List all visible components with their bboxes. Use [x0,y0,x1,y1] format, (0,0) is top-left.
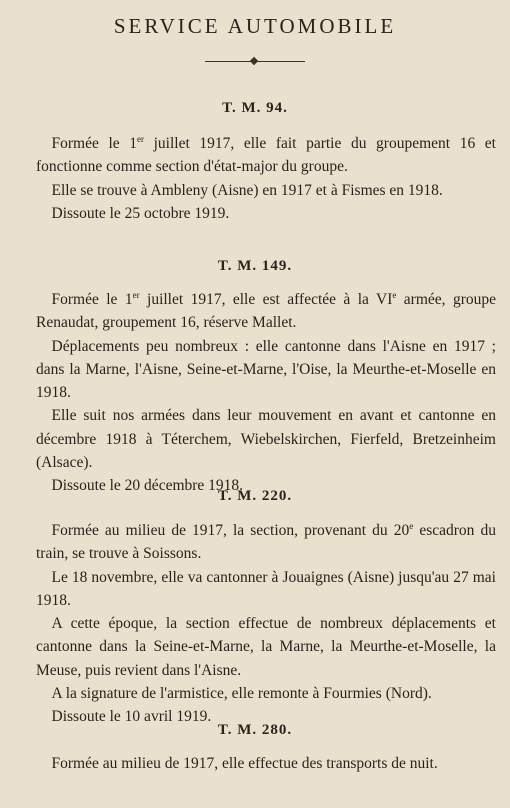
paragraph-text: Le 18 novembre, elle va cantonner à Jouaignes (Aisne) jusqu'au 27 mai 1918. [36,568,496,609]
paragraph-text: Déplacements peu nombreux : elle cantonne dans l'Aisne en 1917 ; dans la Marne, l'Aisne, Seine-et-Marne, l'Oise, la Meurthe-et-Moselle en 1918. [36,337,496,402]
section-tm94 [36,132,496,225]
paragraph [36,566,496,613]
paragraph-text: A la signature de l'armistice, elle remonte à Fourmies (Nord). [51,685,432,703]
paragraph-text: Formée le 1er juillet 1917, elle est affectée à la VIe armée, groupe Renaudat, groupement 16, réserve Mallet. [36,289,496,332]
page-header: SERVICE AUTOMOBILE [113,14,397,38]
rule-ornament [250,57,258,65]
section-tm220 [36,519,496,729]
section-tm149 [36,288,496,498]
paragraph [36,682,496,705]
paragraph-text: Formée au milieu de 1917, la section, provenant du 20e escadron du train, se trouve à Soissons. [36,520,496,563]
section-title-tm94: T. M. 94. [222,100,288,116]
paragraph [36,179,496,202]
paragraph [36,404,496,474]
paragraph-text: Elle suit nos armées dans leur mouvement en avant et cantonne en décembre 1918 à Téterchem, Wiebelskirchen, Fierfeld, Bretzeinheim (Alsace). [36,407,496,472]
paragraph [36,519,496,566]
paragraph-text: Dissoute le 20 décembre 1918. [51,477,244,495]
paragraph-text: Dissoute le 25 octobre 1919. [51,204,230,222]
paragraph-text: Elle se trouve à Ambleny (Aisne) en 1917 et à Fismes en 1918. [51,181,443,199]
header-rule [205,61,305,62]
paragraph [36,612,496,682]
paragraph [36,288,496,335]
paragraph [36,132,496,179]
section-tm280 [36,752,496,775]
paragraph-text: Formée au milieu de 1917, elle effectue des transports de nuit. [51,755,438,772]
paragraph-text: A cette époque, la section effectue de nombreux déplacements et cantonne dans la Seine-et-Marne, la Marne, la Meurthe-et-Moselle, la Meuse, puis revient dans l'Aisne. [36,615,496,679]
section-title-tm149: T. M. 149. [217,258,293,274]
paragraph [36,202,496,225]
paragraph-text: Dissoute le 10 avril 1919. [51,708,212,726]
section-title-tm280: T. M. 280. [217,722,293,738]
paragraph-text: Formée le 1er juillet 1917, elle fait partie du groupement 16 et fonctionne comme section d'état-major du groupe. [36,133,496,176]
paragraph [36,335,496,405]
paragraph [36,752,496,775]
section-title-tm220: T. M. 220. [217,488,293,504]
